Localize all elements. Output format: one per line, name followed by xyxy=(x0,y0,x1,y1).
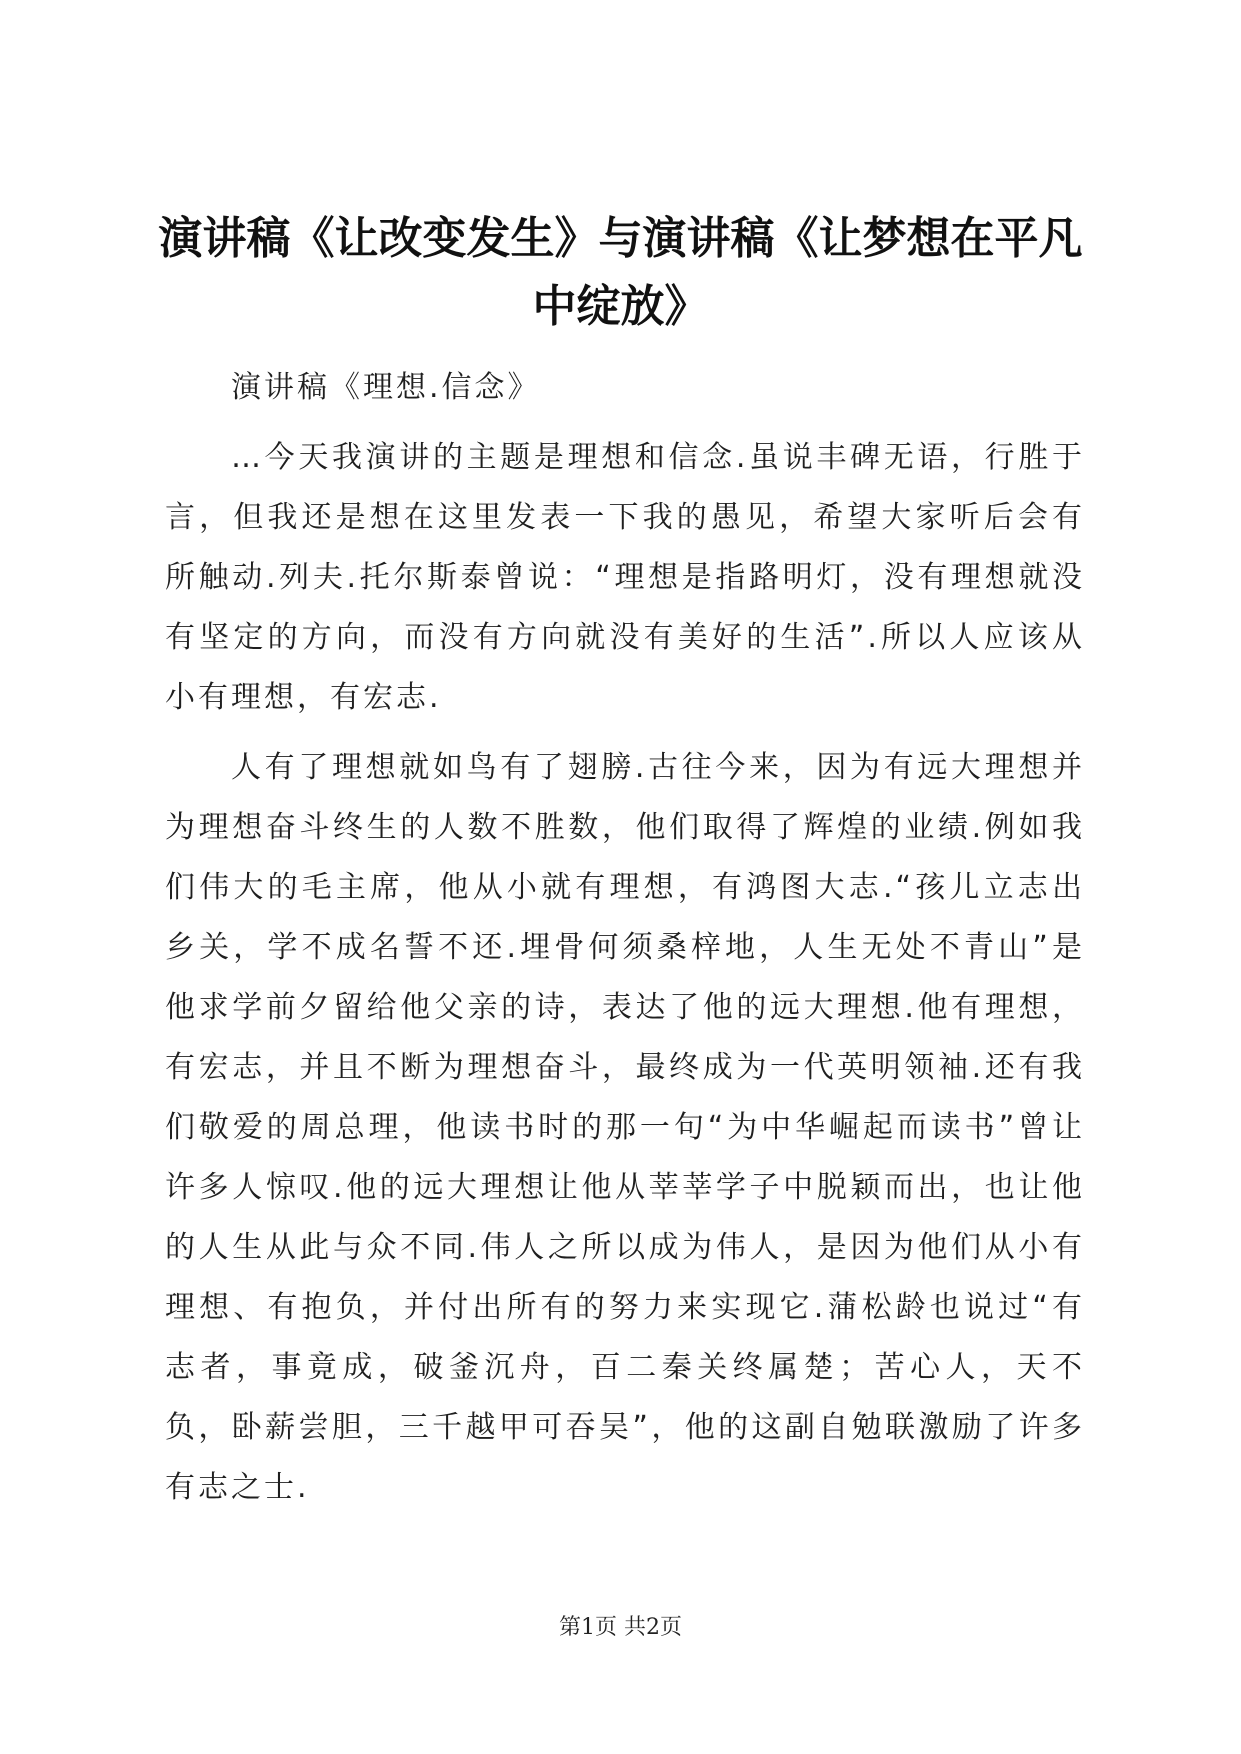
paragraph: 人有了理想就如鸟有了翅膀.古往今来，因为有远大理想并为理想奋斗终生的人数不胜数，他们取得了辉煌的业绩.例如我们伟大的毛主席，他从小就有理想，有鸿图大志.“孩儿立志出乡关，学不成名誓不还.埋骨何须桑梓地，人生无处不青山”是他求学前夕留给他父亲的诗，表达了他的远大理想.他有理想，有宏志，并且不断为理想奋斗，最终成为一代英明领袖.还有我们敬爱的周总理，他读书时的那一句“为中华崛起而读书”曾让许多人惊叹.他的远大理想让他从莘莘学子中脱颖而出，也让他的人生从此与众不同.伟人之所以成为伟人，是因为他们从小有理想、有抱负，并付出所有的努力来实现它.蒲松龄也说过“有志者，事竟成，破釜沉舟，百二秦关终属楚；苦心人，天不负，卧薪尝胆，三千越甲可吞吴”，他的这副自勉联激励了许多有志之士. xyxy=(165,750,1085,1505)
document-body xyxy=(165,358,1085,1518)
speech-subheading: 演讲稿《理想.信念》 xyxy=(231,370,541,405)
paragraph: …今天我演讲的主题是理想和信念.虽说丰碑无语，行胜于言，但我还是想在这里发表一下我的愚见，希望大家听后会有所触动.列夫.托尔斯泰曾说：“理想是指路明灯，没有理想就没有坚定的方向，而没有方向就没有美好的生活”.所以人应该从小有理想，有宏志. xyxy=(165,440,1085,715)
document-title: 演讲稿《让改变发生》与演讲稿《让梦想在平凡中绽放》 xyxy=(158,213,1083,332)
page-number: 第1页 共2页 xyxy=(559,1615,682,1640)
